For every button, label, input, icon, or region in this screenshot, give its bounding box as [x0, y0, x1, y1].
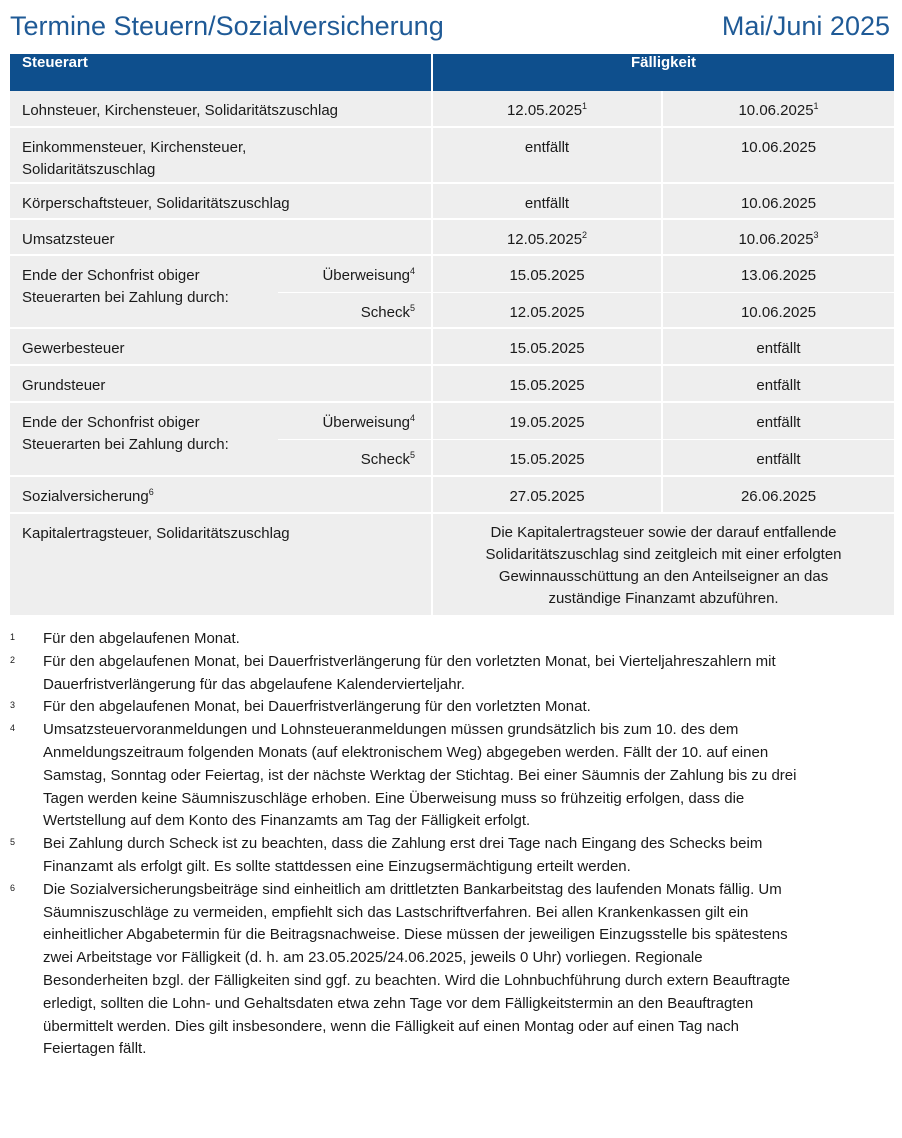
table-row	[10, 513, 894, 615]
table-row	[10, 219, 894, 255]
footnote-line: Besonderheiten bzgl. der Fälligkeiten sind ggf. zu beachten. Wird die Lohnbuchführung durch extern Beauftragte	[43, 971, 791, 989]
footnote-line: Die Sozialversicherungsbeiträge sind einheitlich am drittletzten Bankarbeitstag des laufenden Monats fällig. Um	[43, 880, 782, 898]
deadline-may: 27.05.2025	[432, 476, 662, 513]
footnote-line: Samstag, Sonntag oder Feiertag, ist der nächste Werktag der Stichtag. Bei einer Säumnis der Zahlung bis zu drei	[43, 766, 797, 784]
deadline-june: entfällt	[662, 402, 894, 439]
footnote-item	[10, 719, 898, 833]
page-title: Termine Steuern/Sozialversicherung	[10, 10, 444, 41]
column-header-steuerart: Steuerart	[10, 54, 432, 91]
table-row	[10, 91, 894, 127]
table-row	[10, 255, 894, 292]
footnote-line: übermittelt werden. Dies gilt insbesondere, wenn die Fälligkeit auf einen Montag oder auf einen Tag nach	[43, 1017, 739, 1035]
footnote-line: Anmeldungszeitraum folgenden Monats (auf elektronischem Weg) abgegeben werden. Fällt der 10. auf einen	[43, 743, 769, 761]
deadline-may: 15.05.2025	[432, 439, 662, 476]
deadline-june: 10.06.2025$^1$	[662, 91, 894, 127]
table-row	[10, 127, 894, 183]
footnote-line: einheitlicher Abgabetermin für die Beitragsnachweise. Diese müssen der jeweiligen Einzugsstelle bis spätestens	[43, 926, 788, 944]
deadline-may: 12.05.2025$^2$	[432, 219, 662, 255]
footnote-item	[10, 628, 898, 651]
deadline-may: entfällt	[432, 127, 662, 183]
footnote-number: 6	[10, 882, 16, 893]
footnote-line: Für den abgelaufenen Monat, bei Dauerfristverlängerung für den vorletzten Monat.	[43, 698, 591, 716]
row-label: Lohnsteuer, Kirchensteuer, Solidaritätszuschlag	[10, 91, 432, 127]
page-period: Mai/Juni 2025	[721, 10, 890, 41]
table-header-row	[10, 54, 894, 91]
footnotes	[10, 628, 898, 1061]
payment-method-cheque: Scheck$^5$	[278, 292, 432, 328]
footnote-number: 4	[10, 723, 16, 734]
table-row	[10, 402, 894, 439]
footnote-text	[43, 696, 591, 719]
footnote-line: erledigt, sollten die Lohn- und Gehaltsdaten etwa zehn Tage vor dem Fälligkeitstermin an den Beauftragten	[43, 994, 754, 1012]
footnote-number: 5	[10, 837, 16, 848]
deadline-may: 15.05.2025	[432, 365, 662, 402]
footnote-text	[43, 651, 776, 697]
footnote-line: Feiertagen fällt.	[43, 1040, 147, 1058]
footnote-item	[10, 879, 898, 1061]
footnote-number: 3	[10, 700, 16, 711]
deadline-june: 10.06.2025$^3$	[662, 219, 894, 255]
capital-gains-note: Die Kapitalertragsteuer sowie der darauf entfallende Solidaritätszuschlag sind zeitgleich mit einer erfolgten Gewinnausschüttung an den Anteilseigner an das zuständige Finanzamt abzuführen.	[485, 524, 842, 607]
row-label: Ende der Schonfrist obiger Steuerarten bei Zahlung durch:	[10, 402, 278, 476]
footnote-text	[43, 833, 762, 879]
deadline-june: entfällt	[662, 328, 894, 365]
page-header	[10, 4, 890, 48]
deadline-june: 10.06.2025	[662, 127, 894, 183]
footnote-item	[10, 696, 898, 719]
payment-method-cheque: Scheck$^5$	[278, 439, 432, 476]
tax-deadlines-table	[10, 54, 894, 615]
deadline-june: 10.06.2025	[662, 183, 894, 219]
payment-method-transfer: Überweisung$^4$	[278, 402, 432, 439]
footnote-number: 2	[10, 654, 16, 665]
footnote-line: Finanzamt als erfolgt gilt. Es sollte stattdessen eine Einzugsermächtigung erteilt werden.	[43, 857, 631, 875]
footnote-line: zwei Arbeitstage vor Fälligkeit (d. h. am 23.05.2025/24.06.2025, jeweils 0 Uhr) vorliegen. Regionale	[43, 949, 703, 967]
table-row	[10, 328, 894, 365]
deadline-may: entfällt	[432, 183, 662, 219]
row-label: Sozialversicherung$^6$	[10, 476, 432, 513]
footnote-line: Für den abgelaufenen Monat, bei Dauerfristverlängerung für den vorletzten Monat, bei Vierteljahreszahlern mit	[43, 652, 776, 670]
deadline-june: 10.06.2025	[662, 292, 894, 328]
row-label: Ende der Schonfrist obiger Steuerarten bei Zahlung durch:	[10, 255, 278, 328]
deadline-may: 12.05.2025$^1$	[432, 91, 662, 127]
footnote-number: 1	[10, 632, 16, 642]
row-label: Umsatzsteuer	[10, 219, 432, 255]
footnote-line: Umsatzsteuervoranmeldungen und Lohnsteueranmeldungen müssen grundsätzlich bis zum 10. des dem	[43, 721, 739, 739]
column-header-faelligkeit: Fälligkeit	[432, 54, 894, 91]
footnote-line: Für den abgelaufenen Monat.	[43, 630, 240, 647]
footnote-text	[43, 628, 240, 651]
footnote-item	[10, 833, 898, 879]
footnote-line: Dauerfristverlängerung für das abgelaufene Kalendervierteljahr.	[43, 675, 465, 693]
deadline-may: 12.05.2025	[432, 292, 662, 328]
deadline-june: 13.06.2025	[662, 255, 894, 292]
deadline-may: 15.05.2025	[432, 255, 662, 292]
row-label: Grundsteuer	[10, 365, 432, 402]
footnote-line: Bei Zahlung durch Scheck ist zu beachten, dass die Zahlung erst drei Tage nach Eingang des Schecks beim	[43, 835, 763, 853]
deadline-may: 19.05.2025	[432, 402, 662, 439]
deadline-june: entfällt	[662, 439, 894, 476]
row-label: Einkommensteuer, Kirchensteuer, Solidaritätszuschlag	[10, 127, 432, 183]
table-row	[10, 476, 894, 513]
footnote-item	[10, 651, 898, 697]
footnote-text	[43, 719, 796, 833]
row-label: Gewerbesteuer	[10, 328, 432, 365]
footnote-line: Wertstellung auf dem Konto des Finanzamts am Tag der Fälligkeit erfolgt.	[43, 812, 531, 830]
table-row	[10, 183, 894, 219]
deadline-may: 15.05.2025	[432, 328, 662, 365]
footnote-text	[43, 879, 790, 1061]
footnote-line: Tagen werden keine Säumniszuschläge erhoben. Eine Überweisung muss so frühzeitig erfolgen, dass die	[43, 789, 745, 807]
deadline-june: entfällt	[662, 365, 894, 402]
deadline-june: 26.06.2025	[662, 476, 894, 513]
table-row	[10, 365, 894, 402]
row-label: Körperschaftsteuer, Solidaritätszuschlag	[10, 183, 432, 219]
payment-method-transfer: Überweisung$^4$	[278, 255, 432, 292]
footnote-line: Säumniszuschläge zu vermeiden, empfiehlt sich das Lastschriftverfahren. Bei allen Krankenkassen gilt ein	[43, 903, 749, 921]
row-label: Kapitalertragsteuer, Solidaritätszuschlag	[10, 513, 432, 615]
